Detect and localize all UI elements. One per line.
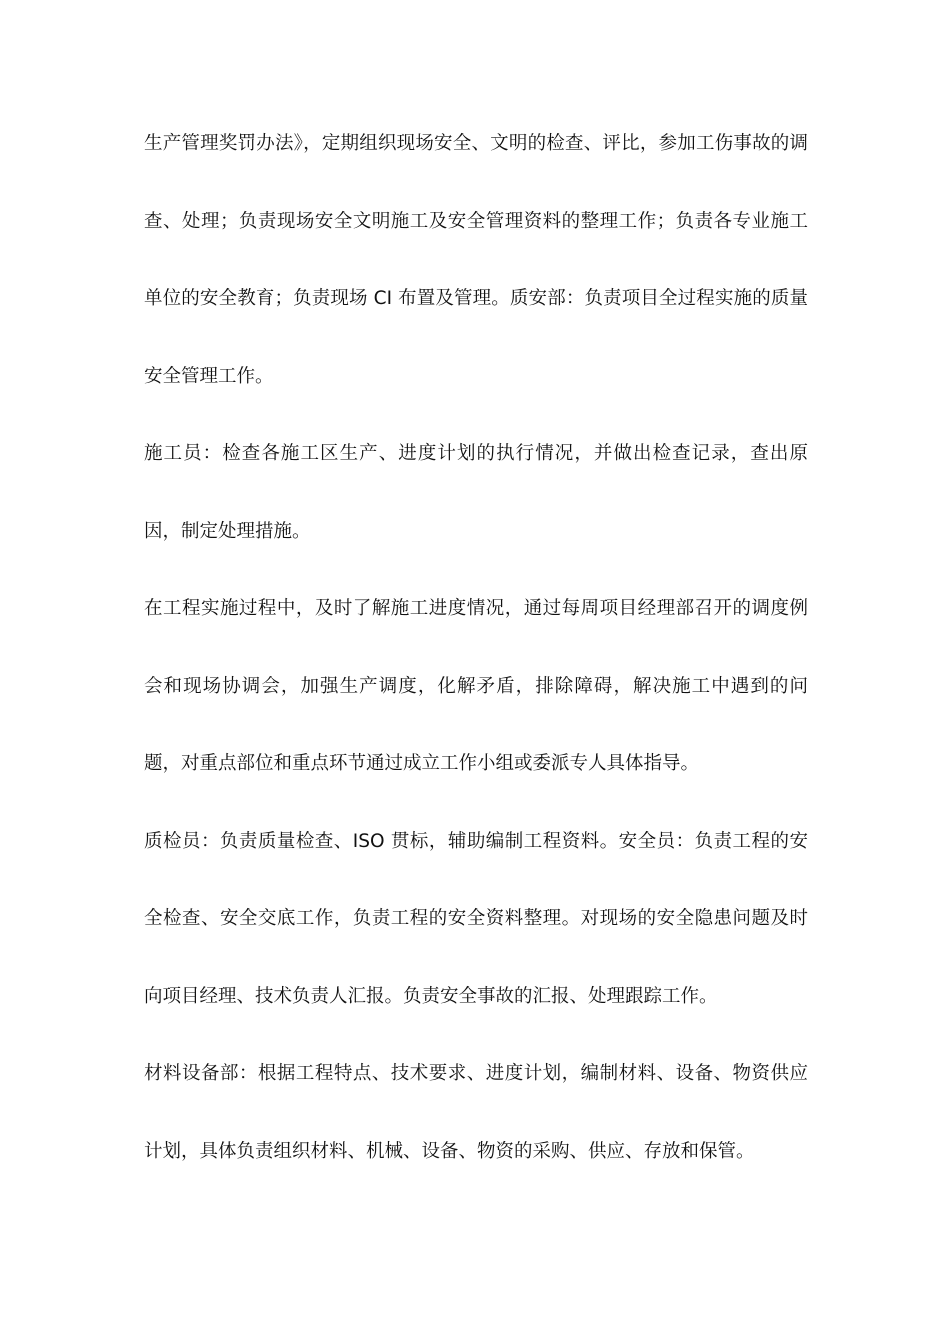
paragraph-quality-safety-inspector: 质检员：负责质量检查、ISO 贯标，辅助编制工程资料。安全员：负责工程的安全检查、安全交底工作，负责工程的安全资料整理。对现场的安全隐患问题及时向项目经理、技术负责人汇报。负责安全事故的汇报、处理跟踪工作。 [144, 830, 808, 1007]
paragraph-materials-equipment: 材料设备部：根据工程特点、技术要求、进度计划，编制材料、设备、物资供应计划，具体负责组织材料、机械、设备、物资的采购、供应、存放和保管。 [144, 1063, 808, 1162]
document-body [144, 105, 808, 1190]
paragraph-safety-duties: 生产管理奖罚办法》，定期组织现场安全、文明的检查、评比，参加工伤事故的调查、处理；负责现场安全文明施工及安全管理资料的整理工作；负责各专业施工单位的安全教育；负责现场 CI 布置及管理。质安部：负责项目全过程实施的质量安全管理工作。 [144, 133, 808, 387]
paragraph-construction-worker: 施工员：检查各施工区生产、进度计划的执行情况，并做出检查记录，查出原因，制定处理措施。 [144, 443, 808, 542]
paragraph-schedule-coordination: 在工程实施过程中，及时了解施工进度情况，通过每周项目经理部召开的调度例会和现场协调会，加强生产调度，化解矛盾，排除障碍，解决施工中遇到的问题，对重点部位和重点环节通过成立工作小组或委派专人具体指导。 [144, 598, 808, 774]
